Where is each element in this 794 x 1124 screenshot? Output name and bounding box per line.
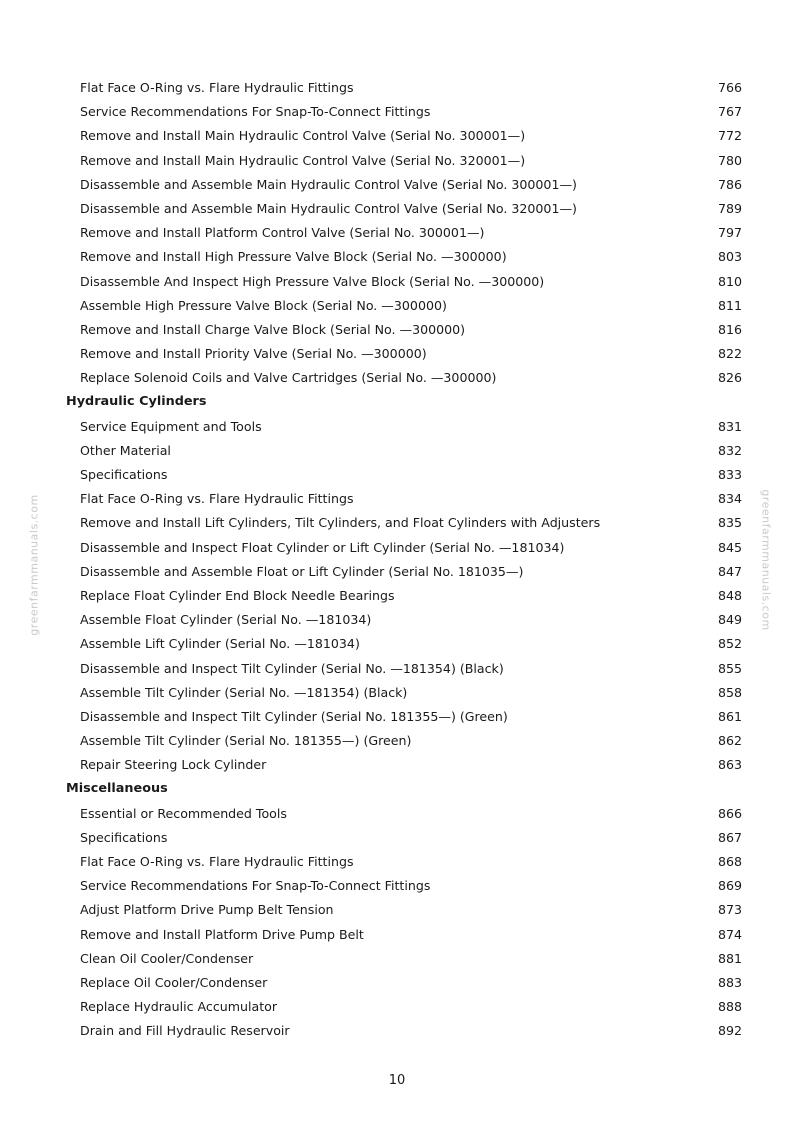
toc-entry-title: Flat Face O-Ring vs. Flare Hydraulic Fittings	[80, 80, 354, 95]
toc-entry[interactable]	[0, 584, 794, 608]
toc-entry-title: Remove and Install Lift Cylinders, Tilt Cylinders, and Float Cylinders with Adjusters	[80, 515, 601, 531]
toc-entry-page: 847	[717, 563, 742, 579]
toc-entry-page: 869	[717, 878, 742, 894]
toc-entry-title: Disassemble and Inspect Float Cylinder or Lift Cylinder (Serial No. —181034)	[80, 539, 565, 555]
toc-entry-title: Service Equipment and Tools	[80, 418, 262, 434]
toc-entry-title: Service Recommendations For Snap-To-Connect Fittings	[80, 104, 431, 120]
toc-entry-title: Remove and Install Main Hydraulic Control Valve (Serial No. 300001—)	[80, 128, 526, 144]
toc-entry[interactable]	[0, 898, 794, 922]
toc-entry[interactable]	[0, 826, 794, 850]
toc-entry-page: 831	[717, 418, 742, 434]
toc-entry-title: Replace Oil Cooler/Condenser	[80, 974, 268, 990]
toc-entry[interactable]	[0, 560, 794, 584]
toc-entry-title: Flat Face O-Ring vs. Flare Hydraulic Fittings	[80, 491, 354, 507]
toc-entry[interactable]	[0, 995, 794, 1019]
toc-entry-page: 867	[717, 829, 742, 845]
toc-entry-page: 767	[717, 104, 742, 120]
toc-entry-page: 863	[717, 757, 742, 773]
toc-entry-title: Disassemble and Inspect Tilt Cylinder (Serial No. 181355—) (Green)	[80, 708, 508, 724]
toc-entry-page: 789	[717, 200, 742, 216]
toc-entry-title: Drain and Fill Hydraulic Reservoir	[80, 1023, 290, 1039]
toc-entry[interactable]	[0, 608, 794, 632]
toc-entry[interactable]	[0, 753, 794, 777]
toc-section-heading	[0, 390, 794, 414]
toc-entry[interactable]	[0, 100, 794, 124]
toc-entry[interactable]	[0, 681, 794, 705]
toc-entry-page: 811	[717, 297, 742, 313]
toc-entry[interactable]	[0, 487, 794, 511]
toc-entry-page: 816	[717, 321, 742, 337]
toc-entry-title: Specifications	[80, 829, 168, 845]
toc-entry-page: 855	[717, 660, 742, 676]
toc-entry-title: Clean Oil Cooler/Condenser	[80, 950, 254, 966]
toc-entry[interactable]	[0, 874, 794, 898]
toc-entry-title: Disassemble and Assemble Main Hydraulic Control Valve (Serial No. 300001—)	[80, 176, 577, 192]
toc-entry-page: 849	[717, 612, 742, 628]
toc-entry-page: 833	[717, 467, 742, 482]
toc-entry-title: Disassemble And Inspect High Pressure Valve Block (Serial No. —300000)	[80, 273, 545, 289]
toc-entry-title: Adjust Platform Drive Pump Belt Tension	[80, 902, 334, 918]
toc-entry-page: 832	[717, 442, 742, 458]
toc-entry-title: Remove and Install Platform Drive Pump Belt	[80, 926, 364, 942]
toc-entry[interactable]	[0, 632, 794, 656]
toc-entry-title: Assemble Tilt Cylinder (Serial No. 181355—) (Green)	[80, 733, 412, 749]
toc-entry-page: 881	[717, 950, 742, 966]
toc-entry-title: Remove and Install Priority Valve (Serial No. —300000)	[80, 346, 427, 362]
toc-entry-title: Remove and Install High Pressure Valve Block (Serial No. —300000)	[80, 249, 507, 265]
toc-entry-title: Assemble Lift Cylinder (Serial No. —181034)	[80, 636, 360, 652]
toc-entry-page: 803	[717, 249, 742, 265]
toc-entry-title: Disassemble and Inspect Tilt Cylinder (Serial No. —181354) (Black)	[80, 660, 504, 676]
toc-entry[interactable]	[0, 657, 794, 681]
section-title: Miscellaneous	[66, 781, 168, 797]
toc-entry[interactable]	[0, 221, 794, 245]
table-of-contents	[0, 76, 794, 1044]
toc-entry-title: Replace Solenoid Coils and Valve Cartridges (Serial No. —300000)	[80, 370, 497, 386]
toc-entry[interactable]	[0, 342, 794, 366]
toc-entry-page: 810	[717, 273, 742, 289]
toc-entry[interactable]	[0, 1019, 794, 1043]
toc-entry-page: 874	[717, 926, 742, 942]
toc-entry[interactable]	[0, 197, 794, 221]
toc-entry[interactable]	[0, 705, 794, 729]
toc-entry-page: 780	[717, 152, 742, 168]
toc-entry-page: 852	[717, 636, 742, 652]
toc-entry[interactable]	[0, 366, 794, 390]
toc-entry[interactable]	[0, 511, 794, 535]
toc-entry-page: 888	[717, 999, 742, 1015]
toc-entry-title: Other Material	[80, 442, 171, 458]
toc-entry-page: 848	[717, 587, 742, 603]
toc-entry[interactable]	[0, 76, 794, 100]
toc-entry-title: Remove and Install Charge Valve Block (Serial No. —300000)	[80, 321, 466, 337]
toc-entry-title: Disassemble and Assemble Float or Lift Cylinder (Serial No. 181035—)	[80, 563, 524, 579]
toc-entry[interactable]	[0, 415, 794, 439]
toc-entry-page: 786	[717, 176, 742, 192]
toc-entry[interactable]	[0, 729, 794, 753]
toc-entry-page: 868	[717, 854, 742, 869]
toc-section-heading	[0, 777, 794, 801]
toc-entry[interactable]	[0, 850, 794, 874]
toc-entry[interactable]	[0, 270, 794, 294]
toc-entry-page: 835	[717, 515, 742, 531]
toc-entry[interactable]	[0, 149, 794, 173]
page-number: 10	[388, 1073, 406, 1088]
section-title: Hydraulic Cylinders	[66, 394, 207, 410]
toc-entry-page: 866	[717, 805, 742, 821]
toc-entry-page: 772	[717, 128, 742, 144]
toc-entry-page: 845	[717, 539, 742, 555]
toc-entry[interactable]	[0, 802, 794, 826]
toc-entry-page: 862	[717, 733, 742, 749]
watermark-left: greenfarmmanuals.com	[27, 494, 41, 636]
toc-entry-title: Remove and Install Platform Control Valve (Serial No. 300001—)	[80, 225, 485, 241]
toc-entry[interactable]	[0, 439, 794, 463]
toc-entry-page: 873	[717, 902, 742, 918]
toc-entry[interactable]	[0, 923, 794, 947]
watermark-right: greenfarmmanuals.com	[759, 489, 773, 631]
toc-entry-title: Service Recommendations For Snap-To-Connect Fittings	[80, 878, 431, 894]
toc-entry-title: Replace Hydraulic Accumulator	[80, 999, 278, 1015]
toc-entry-title: Replace Float Cylinder End Block Needle Bearings	[80, 587, 395, 603]
toc-entry-title: Specifications	[80, 467, 168, 482]
toc-entry-page: 892	[717, 1023, 742, 1039]
toc-entry-page: 858	[717, 684, 742, 700]
toc-entry-title: Assemble Float Cylinder (Serial No. —181034)	[80, 612, 372, 628]
toc-entry-title: Repair Steering Lock Cylinder	[80, 757, 267, 773]
toc-entry-page: 834	[717, 491, 742, 507]
toc-entry-title: Essential or Recommended Tools	[80, 805, 287, 821]
toc-entry-title: Assemble Tilt Cylinder (Serial No. —181354) (Black)	[80, 684, 408, 700]
toc-entry[interactable]	[0, 463, 794, 487]
toc-entry-title: Disassemble and Assemble Main Hydraulic Control Valve (Serial No. 320001—)	[80, 200, 577, 216]
toc-entry-page: 797	[717, 225, 742, 241]
toc-entry[interactable]	[0, 294, 794, 318]
toc-entry-page: 766	[717, 80, 742, 95]
toc-entry[interactable]	[0, 536, 794, 560]
toc-entry[interactable]	[0, 947, 794, 971]
toc-entry-page: 883	[717, 974, 742, 990]
toc-entry[interactable]	[0, 124, 794, 148]
toc-entry-title: Remove and Install Main Hydraulic Control Valve (Serial No. 320001—)	[80, 152, 526, 168]
toc-entry[interactable]	[0, 173, 794, 197]
toc-entry-page: 822	[717, 346, 742, 362]
toc-entry[interactable]	[0, 318, 794, 342]
toc-entry-page: 826	[717, 370, 742, 386]
toc-entry[interactable]	[0, 971, 794, 995]
toc-entry-page: 861	[717, 708, 742, 724]
toc-entry-title: Flat Face O-Ring vs. Flare Hydraulic Fittings	[80, 854, 354, 869]
toc-entry-title: Assemble High Pressure Valve Block (Serial No. —300000)	[80, 297, 447, 313]
toc-entry[interactable]	[0, 245, 794, 269]
